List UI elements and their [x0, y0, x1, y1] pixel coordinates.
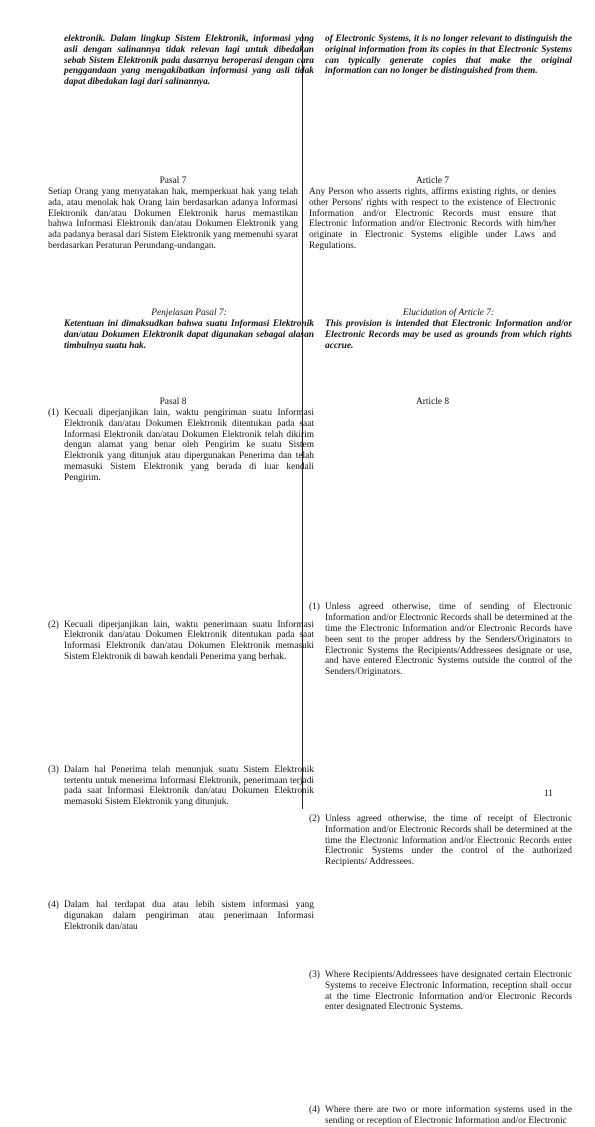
pasal-7-title: Pasal 7 — [159, 176, 187, 186]
item-text: Where Recipients/Addressees have designated certain Electronic Systems to receive Electronic Information, reception shall occur at the time Electronic Information and/or Electronic Records enter designated Electronic Systems. — [325, 969, 572, 1013]
pasal-8-item-2 — [48, 620, 314, 663]
page-number: 11 — [543, 789, 553, 799]
penjelasan-pasal-7-text: Ketentuan ini dimaksudkan bahwa suatu Informasi Elektronik dan/atau Dokumen Elektronik dapat digunakan sebagai alasan timbulnya suatu hak. — [64, 319, 314, 351]
intro-left-text: elektronik. Dalam lingkup Sistem Elektronik, informasi yang asli dengan salinannya tidak relevan lagi untuk dibedakan sebab Sistem Elektronik pada dasarnya beroperasi dengan cara penggandaan yang mengakibatkan informasi yang asli tidak dapat dibedakan lagi dari salinannya. — [64, 34, 314, 88]
item-number: (3) — [48, 764, 59, 775]
penjelasan-pasal-7-title: Penjelasan Pasal 7: — [151, 308, 227, 318]
pasal-8-title: Pasal 8 — [159, 397, 187, 407]
article-7-title: Article 7 — [415, 176, 450, 186]
item-number: (4) — [48, 899, 59, 910]
item-text: Kecuali diperjanjikan lain, waktu penerimaan suatu Informasi Elektronik dan/atau Dokumen Elektronik ditentukan pada saat Informasi Elektronik dan/atau Dokumen Elektronik memasuki Sistem Elektronik di bawah kendali Penerima yang berhak. — [64, 619, 314, 662]
item-text: Where there are two or more information systems used in the sending or reception of Electronic Information and/or Electronic — [325, 1105, 572, 1126]
item-number: (1) — [48, 408, 59, 418]
elucidation-article-7-text: This provision is intended that Electronic Information and/or Electronic Records may be used as grounds from which rights accrue. — [325, 319, 572, 351]
item-number: (1) — [309, 602, 320, 613]
elucidation-article-7-title: Elucidation of Article 7: — [402, 308, 495, 318]
item-number: (4) — [309, 1105, 320, 1116]
pasal-8-item-3 — [48, 765, 314, 808]
article-8-item-4 — [309, 1105, 572, 1127]
item-number: (3) — [309, 969, 320, 980]
article-7-text: Any Person who asserts rights, affirms existing rights, or denies other Persons' rights with respect to the existence of Electronic Information and/or Electronic Records must ensure that Electronic Information and/or Electronic Records with him/her originate in Electronic Systems eligible under Laws and Regulations. — [309, 187, 556, 251]
item-text: Unless agreed otherwise, the time of receipt of Electronic Information and/or Electronic Records shall be determined at the time the Electronic Information and/or Electronic Records enter Electronic Systems under the control of the authorized Recipients/ Addressees. — [325, 813, 572, 868]
article-8-item-2 — [309, 814, 572, 868]
article-8-item-1 — [309, 602, 572, 678]
item-number: (2) — [48, 619, 59, 630]
pasal-7-text: Setiap Orang yang menyatakan hak, memperkuat hak yang telah ada, atau menolak hak Orang lain berdasarkan adanya Informasi Elektronik dan/atau Dokumen Elektronik harus memastikan bahwa Informasi Elektronik dan/atau Dokumen Elektronik yang ada padanya berasal dari Sistem Elektronik yang memenuhi syarat berdasarkan Peraturan Perundang-undangan. — [48, 187, 298, 251]
intro-right-text: of Electronic Systems, it is no longer relevant to distinguish the original information from its copies in that Electronic Systems can typically generate copies that make the original information can no longer be distinguished from them. — [325, 34, 572, 77]
article-8-title: Article 8 — [415, 397, 450, 407]
item-text: Kecuali diperjanjikan lain, waktu pengiriman suatu Informasi Elektronik dan/atau Dokumen Elektronik ditentukan pada saat Informasi Elektronik dan/atau Dokumen Elektronik telah dikirim dengan alamat yang benar oleh Pengirim ke suatu Sistem Elektronik yang ditunjuk atau dipergunakan Penerima dan telah memasuki Sistem Elektronik yang berada di luar kendali Pengirim. — [64, 408, 314, 483]
item-text: Dalam hal terdapat dua atau lebih sistem informasi yang digunakan dalam pengiriman atau penerimaan Informasi Elektronik dan/atau — [64, 899, 314, 932]
item-number: (2) — [309, 813, 320, 824]
item-text: Unless agreed otherwise, time of sending of Electronic Information and/or Electronic Records shall be determined at the time the Electronic Information and/or Electronic Records have been sent to the proper address by the Senders/Originators to Electronic Systems the Recipients/Addressees designate or use, and have entered Electronic Systems outside the control of the Senders/Originators. — [325, 602, 572, 678]
pasal-8-item-1 — [48, 408, 314, 484]
pasal-8-item-4 — [48, 900, 314, 932]
article-8-item-3 — [309, 970, 572, 1013]
item-text: Dalam hal Penerima telah menunjuk suatu Sistem Elektronik tertentu untuk menerima Informasi Elektronik, penerimaan terjadi pada saat Informasi Elektronik dan/atau Dokumen Elektronik memasuki Sistem Elektronik yang ditunjuk. — [64, 764, 314, 808]
